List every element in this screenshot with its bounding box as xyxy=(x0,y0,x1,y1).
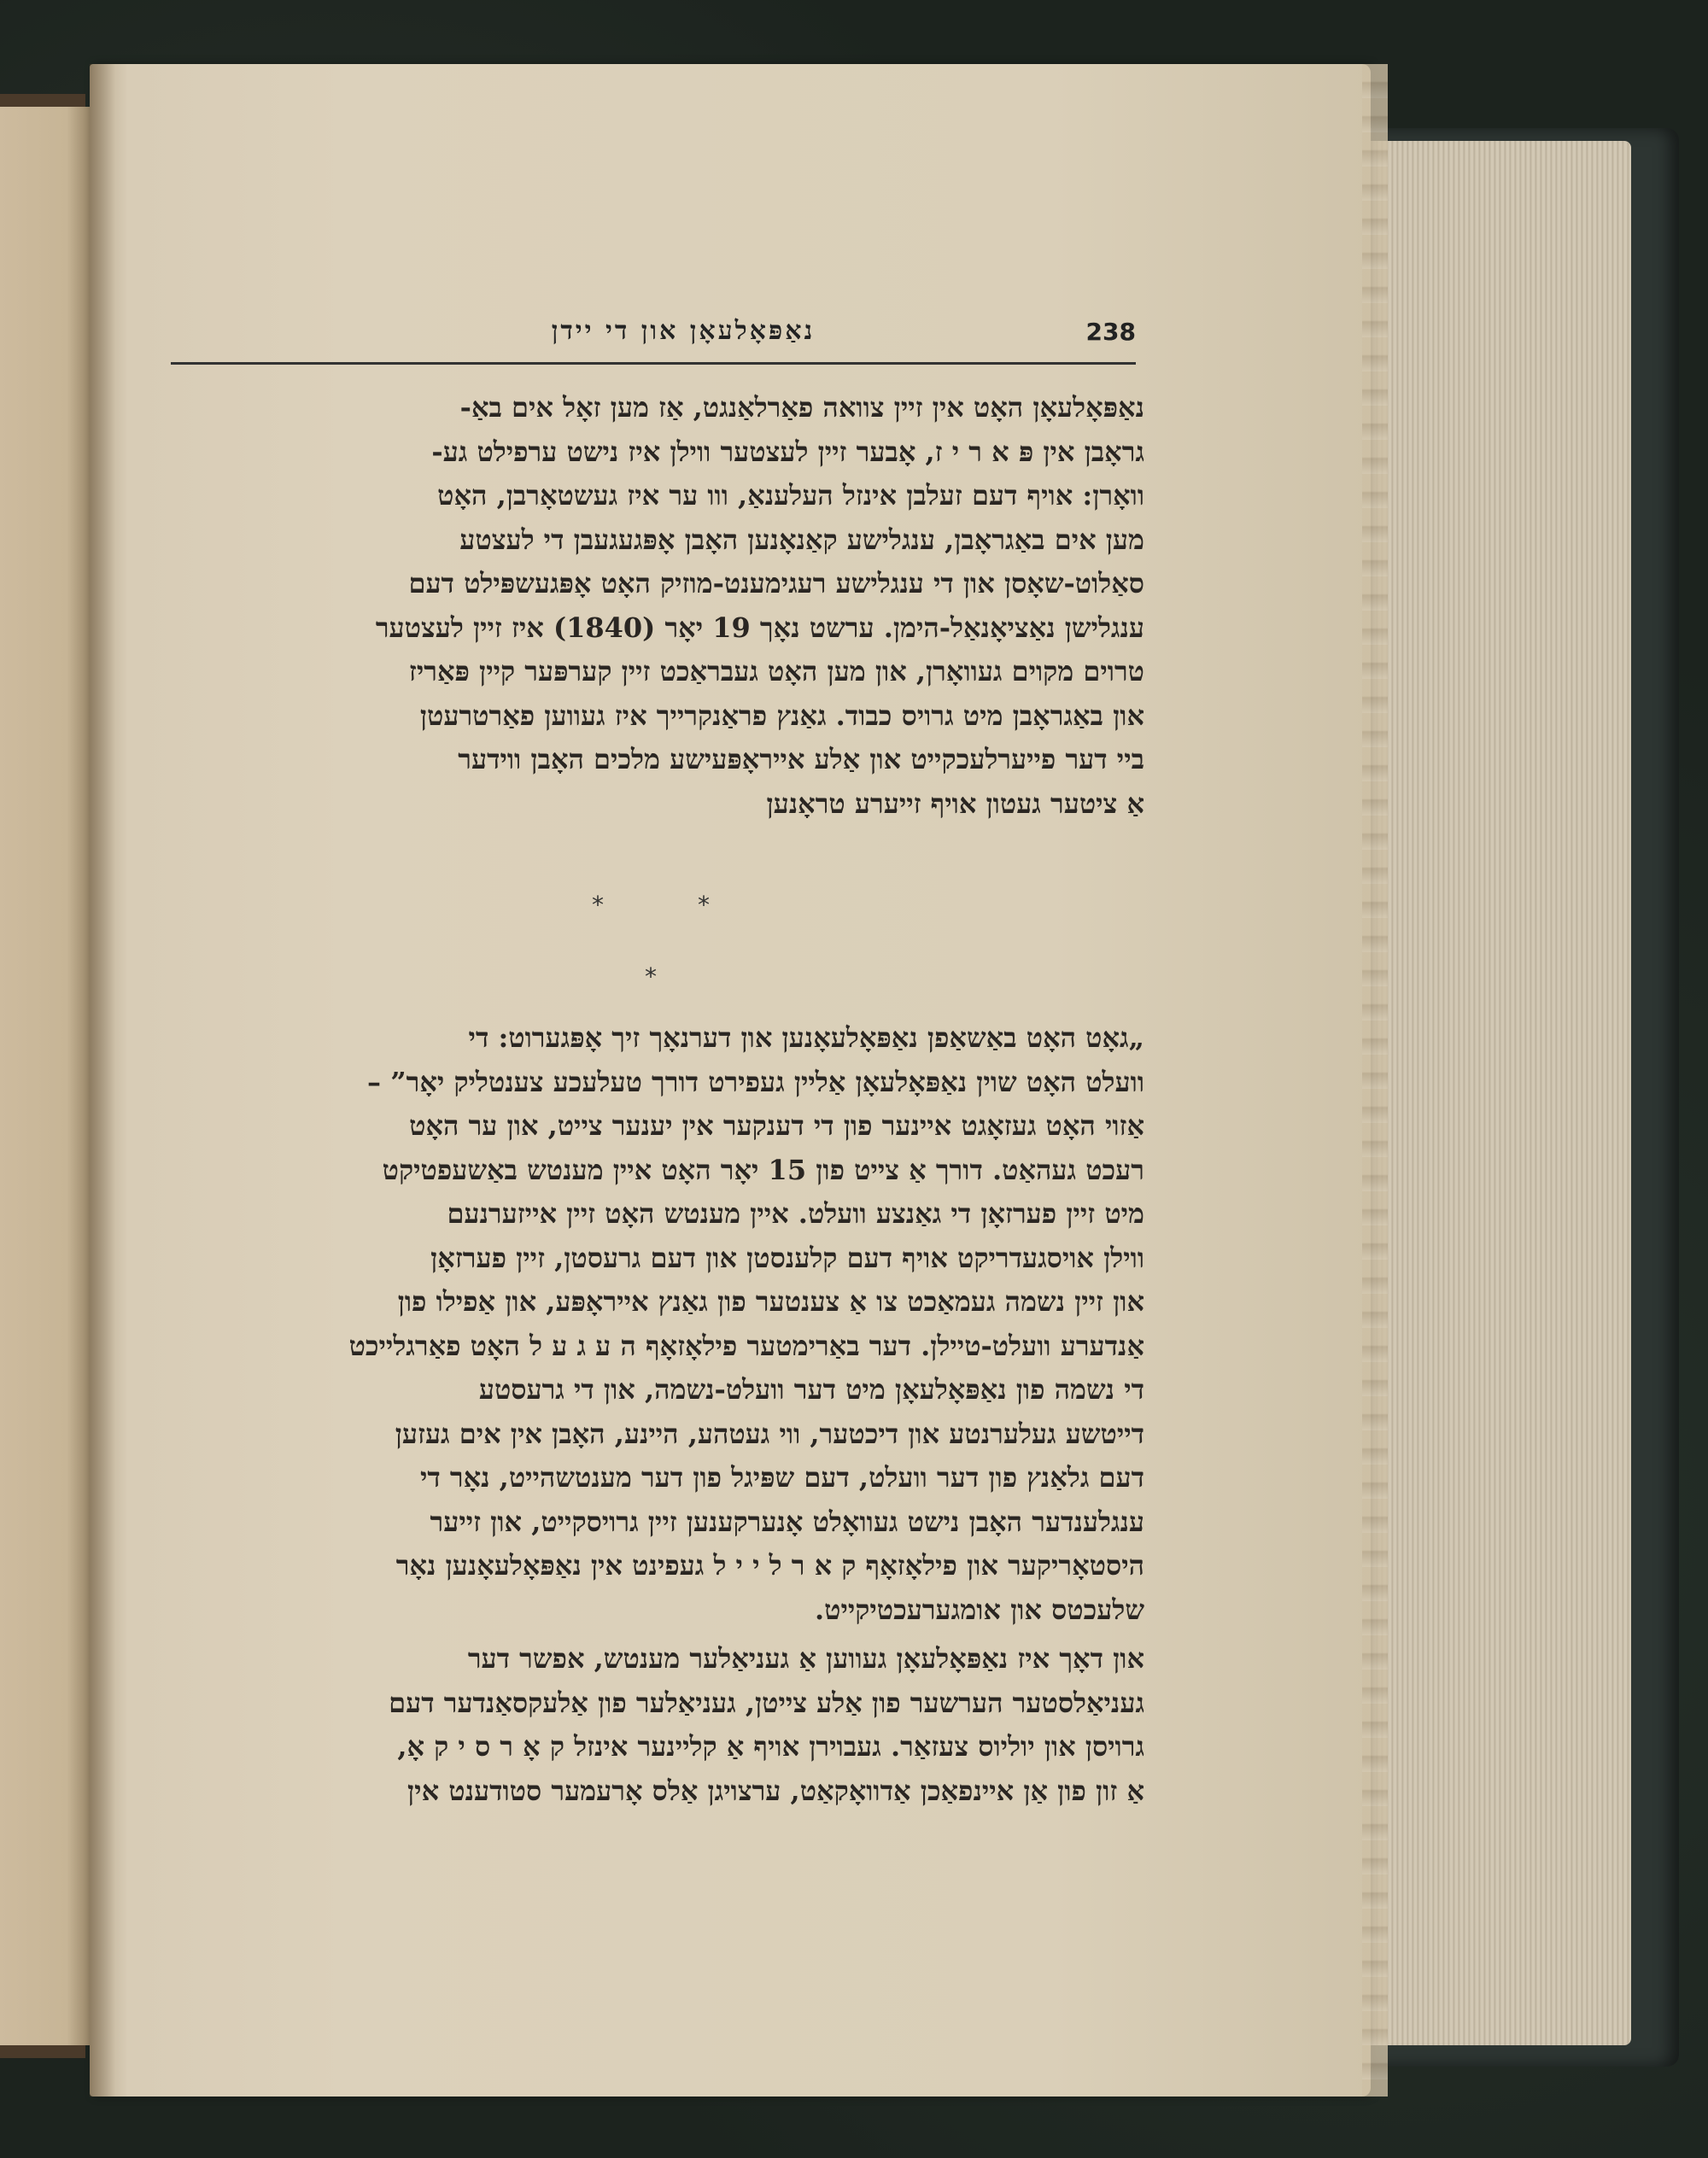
text-line: וועלט האָט שוין נאַפּאָלעאָן אַליין געפירט דורך טעלעכע צענטליק יאָר” – xyxy=(367,1065,1144,1098)
page-edge xyxy=(1362,64,1388,2097)
page-gutter-shadow xyxy=(90,64,115,2097)
paragraph-3 xyxy=(171,1637,1144,1813)
text-line: און זיין נשמה געמאַכט צו אַ צענטער פון גאַנץ אייראָפּע, און אַפילו פון xyxy=(397,1285,1144,1318)
text-line: אַנדערע וועלט-טיילן. דער באַרימטער פילאָזאָף ה ע ג ע ל האָט פאַרגלייכט xyxy=(348,1329,1144,1362)
text-line: מיט זיין פערזאָן די גאַנצע וועלט. איין מענטש האָט זיין אייזערנעם xyxy=(447,1197,1144,1230)
text-line: און באַגראָבן מיט גרויס כבוד. גאַנץ פראַנקרייך איז געווען פאַרטרעטן xyxy=(419,699,1144,732)
text-line: טרוים מקוים געוואָרן, און מען האָט געבראַכט זיין קערפּער קיין פּאַריז xyxy=(408,655,1144,687)
left-page xyxy=(0,107,96,2045)
text-line: גראָבן אין פּ א ר י ז, אָבער זיין לעצטער ווילן איז נישט ערפילט גע- xyxy=(431,435,1144,468)
text-line: געניאַלסטער הערשער פון אַלע צייטן, געניאַלער פון אַלעקסאַנדער דעם xyxy=(389,1686,1144,1719)
text-line: אַזוי האָט געזאָגט איינער פון די דענקער אין יענער צייט, און ער האָט xyxy=(409,1109,1144,1142)
text-line: רעכט געהאַט. דורך אַ צייט פון 15 יאָר האָט איין מענטש באַשעפטיקט xyxy=(382,1153,1144,1186)
running-head xyxy=(171,309,1136,365)
text-line: אַ ציטער געטון אויף זייערע טראָנען xyxy=(766,787,1144,820)
text-line: דעם גלאַנץ פון דער וועלט, דעם שפּיגל פון דער מענטשהייט, נאָר די xyxy=(419,1461,1144,1494)
text-line: ענגלענדער האָבן נישט געוואָלט אָנערקענען זיין גרויסקייט, און זייער xyxy=(430,1505,1144,1538)
header-title: נאַפּאָלעאָן און די יידן xyxy=(551,316,816,346)
asterisk-ornament: * xyxy=(645,962,657,991)
text-line: נאַפּאָלעאָן האָט אין זיין צוואה פאַרלאַנגט, אַז מען זאָל אים באַ- xyxy=(459,391,1144,424)
text-line: היסטאָריקער און פילאָזאָף ק א ר ל י י ל געפינט אין נאַפּאָלעאָנען נאָר xyxy=(395,1549,1144,1582)
paragraph-1 xyxy=(171,386,1144,826)
paragraph-2 xyxy=(171,1016,1144,1632)
text-line: אַ זון פון אַן איינפאַכן אַדוואָקאַט, ערצויגן אַלס אָרעמער סטודענט אין xyxy=(407,1774,1144,1807)
text-line: וואָרן: אויף דעם זעלבן אינזל העלענאַ, ווו ער איז געשטאָרבן, האָט xyxy=(437,479,1144,512)
text-line: גרויסן און יוליוס צעזאַר. געבוירן אויף אַ קליינער אינזל ק אָ ר ס י ק אָ, xyxy=(397,1730,1144,1763)
text-line: ענגלישן נאַציאָנאַל-הימן. ערשט נאָך 19 יאָר (1840) איז זיין לעצטער xyxy=(375,611,1144,644)
text-line: ווילן אויסגעדריקט אויף דעם קלענסטן און דעם גרעסטן, זיין פערזאָן xyxy=(430,1241,1144,1274)
text-line: ביי דער פייערלעכקייט און אַלע אייראָפּעישע מלכים האָבן ווידער xyxy=(458,743,1144,775)
asterisk-ornament: * xyxy=(592,891,604,919)
page-stack-edge xyxy=(1358,141,1631,2045)
text-line: „גאָט האָט באַשאַפן נאַפּאָלעאָנען און דערנאָך זיך אָפּגערוט: די xyxy=(468,1021,1144,1054)
text-line: דייטשע געלערנטע און דיכטער, ווי געטהע, היינע, האָבן אין אים געזען xyxy=(395,1417,1144,1450)
text-line: די נשמה פון נאַפּאָלעאָן מיט דער וועלט-נשמה, און די גרעסטע xyxy=(478,1373,1144,1406)
page-number: 238 xyxy=(1085,318,1136,346)
asterisk-ornament: * xyxy=(698,891,710,919)
text-line: שלעכטס און אומגערעכטיקייט. xyxy=(814,1593,1144,1626)
text-line: סאַלוט-שאָסן און די ענגלישע רעגימענט-מוזיק האָט אָפּגעשפּילט דעם xyxy=(408,567,1144,599)
text-line: מען אים באַגראָבן, ענגלישע קאַנאָנען האָבן אָפּגעגעבן די לעצטע xyxy=(459,523,1144,556)
text-line: און דאָך איז נאַפּאָלעאָן געווען אַ געניאַלער מענטש, אפשר דער xyxy=(467,1642,1144,1675)
